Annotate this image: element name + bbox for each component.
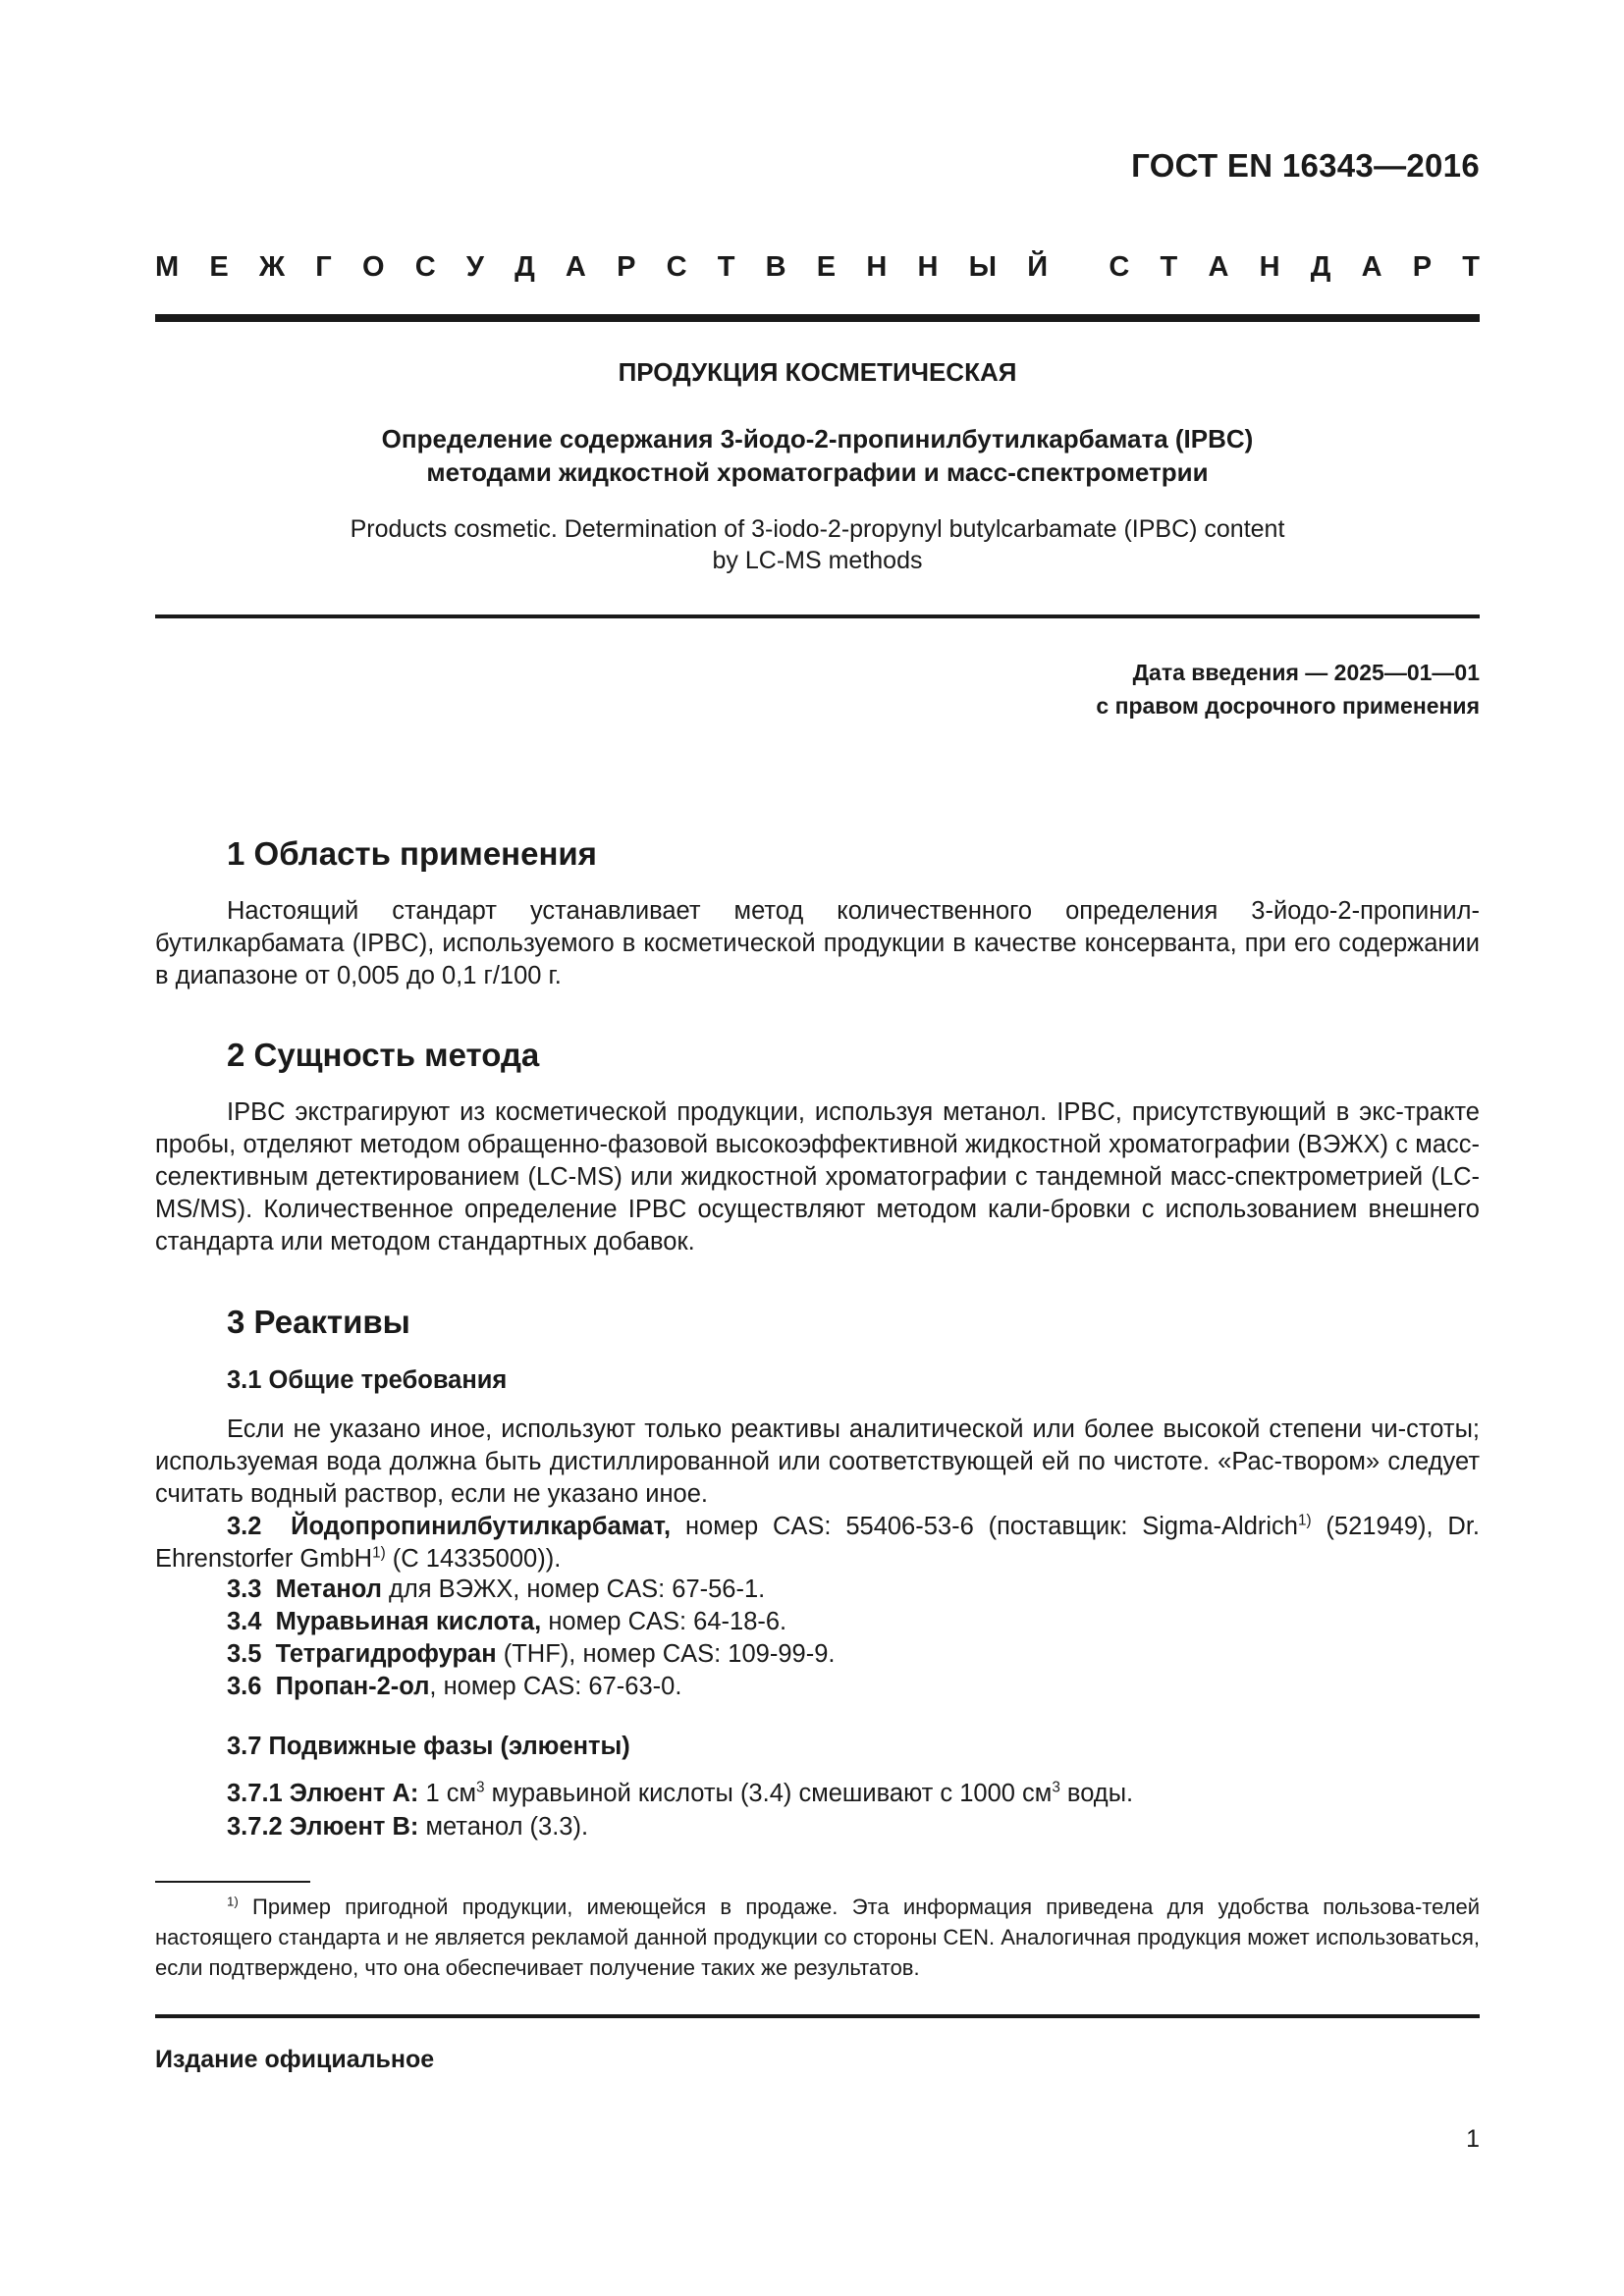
standard-number: ГОСТ EN 16343—2016 — [1131, 147, 1480, 184]
section-2-heading: 2 Сущность метода — [227, 1037, 540, 1073]
english-title-line-2: by LC-MS methods — [712, 547, 923, 574]
interstate-letter: Т — [1160, 251, 1178, 283]
interstate-letter: Ы — [968, 251, 997, 283]
interstate-letter: Н — [866, 251, 888, 283]
footer-divider — [155, 2014, 1480, 2018]
interstate-letter: А — [1361, 251, 1382, 283]
section-3-7-heading: 3.7 Подвижные фазы (элюенты) — [227, 1733, 630, 1760]
item-3-4: 3.4 Муравьиная кислота, номер CAS: 64-18-6. — [227, 1608, 787, 1635]
interstate-letter: С — [1109, 251, 1130, 283]
interstate-letter: Т — [1462, 251, 1480, 283]
subtitle-line-2: методами жидкостной хроматографии и масс-спектрометрии — [426, 457, 1209, 487]
interstate-standard-banner — [155, 251, 1480, 284]
interstate-letter: У — [465, 251, 484, 283]
interstate-letter: А — [565, 251, 586, 283]
section-1-heading: 1 Область применения — [227, 835, 597, 872]
item-3-6: 3.6 Пропан-2-ол, номер CAS: 67-63-0. — [227, 1673, 682, 1700]
document-subtitle — [155, 422, 1480, 489]
date-line: Дата введения — 2025—01—01 — [1132, 660, 1480, 685]
interstate-letter: С — [666, 251, 687, 283]
item-3-7-1: 3.7.1 Элюент А: 1 $см^3$ муравьиной кислоты (3.4) смешивают с 1000 $см^3$ воды. — [227, 1779, 1134, 1807]
english-title-line-1: Products cosmetic. Determination of 3-iodo-2-propynyl butylcarbamate (IPBC) content — [350, 515, 1285, 543]
section-3-1-text: Если не указано иное, используют только реактивы аналитической или более высокой степени чи-стоты; используемая вода должна быть дистиллированной или соответствующей ей по чистоте. «Рас-твором» следует считать водный раствор, если не указано иное. — [155, 1415, 1480, 1508]
section-2-text: IPBC экстрагируют из косметической продукции, используя метанол. IPBC, присутствующий в экс-тракте пробы, отделяют методом обращенно-фазовой высокоэффективной жидкостной хроматографии (ВЭЖХ) с масс-селективным детектированием (LC-MS) или жидкостной хроматографии с тандемной масс-спектрометрией (LC-MS/MS). Количественное определение IPBC осуществляют методом кали-бровки с использованием внешнего стандарта или методом стандартных добавок. — [155, 1098, 1480, 1255]
interstate-letter: Д — [514, 251, 535, 283]
interstate-letter: Р — [1412, 251, 1433, 283]
interstate-letter: А — [1208, 251, 1229, 283]
interstate-letter: М — [155, 251, 180, 283]
interstate-letter: О — [361, 251, 385, 283]
item-3-2: 3.2 Йодопропинилбутилкарбамат, номер CAS: 55406-53-6 (поставщик: Sigma-Aldrich$^{1)}$ (521949), Dr. Ehrenstorfer GmbH$^{1)}$ (C 14335000)). — [155, 1512, 1481, 1573]
interstate-letter: Н — [917, 251, 939, 283]
subtitle-line-1: Определение содержания 3-йодо-2-пропинилбутилкарбамата (IPBC) — [381, 424, 1254, 454]
footnote-separator — [155, 1881, 310, 1883]
item-3-3: 3.3 Метанол для ВЭЖХ, номер CAS: 67-56-1. — [227, 1575, 766, 1603]
interstate-letter: Р — [617, 251, 636, 283]
introduction-date — [1096, 656, 1480, 722]
early-application-line: с правом досрочного применения — [1096, 693, 1480, 719]
item-3-5: 3.5 Тетрагидрофуран (THF), номер CAS: 109-99-9. — [227, 1640, 836, 1668]
interstate-letter: Н — [1259, 251, 1280, 283]
footnote: $^{1)}$ Пример пригодной продукции, имеющейся в продаже. Эта информация приведена для удобства пользова-телей настоящего стандарта и не является рекламой данной продукции со стороны CEN. Аналогичная продукция может использоваться, если подтверждено, что она обеспечивает получение таких же результатов. — [155, 1894, 1480, 1980]
section-3-heading: 3 Реактивы — [227, 1304, 410, 1340]
interstate-letter: Т — [717, 251, 735, 283]
title-divider — [155, 614, 1480, 618]
interstate-letter: С — [414, 251, 436, 283]
interstate-letter: Й — [1027, 251, 1049, 283]
section-1-text: Настоящий стандарт устанавливает метод количественного определения 3-йодо-2-пропинил-бутилкарбамата (IPBC), используемого в косметической продукции в качестве консерванта, при его содержании в диапазоне от 0,005 до 0,1 г/100 г. — [155, 897, 1480, 989]
interstate-letter: Ж — [258, 251, 286, 283]
item-3-7-2: 3.7.2 Элюент В: метанол (3.3). — [227, 1813, 589, 1841]
interstate-letter: В — [765, 251, 786, 283]
header-divider — [155, 314, 1480, 322]
interstate-letter: Г — [315, 251, 332, 283]
english-title — [155, 513, 1480, 576]
document-title: ПРОДУКЦИЯ КОСМЕТИЧЕСКАЯ — [618, 357, 1017, 387]
interstate-letter: Е — [209, 251, 229, 283]
interstate-letter: Е — [816, 251, 837, 283]
official-edition-label: Издание официальное — [155, 2046, 435, 2073]
interstate-letter: Д — [1310, 251, 1331, 283]
section-3-1-heading: 3.1 Общие требования — [227, 1366, 508, 1394]
page-number: 1 — [1466, 2125, 1480, 2153]
